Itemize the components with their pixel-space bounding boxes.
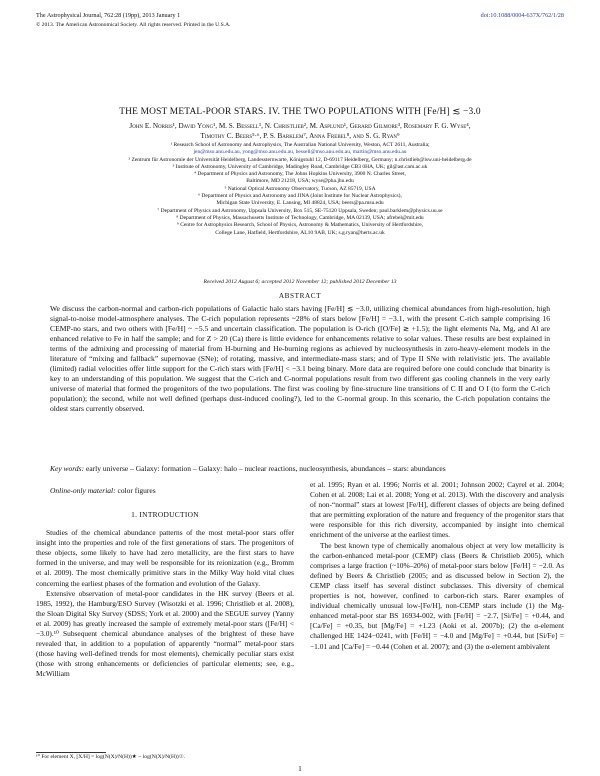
doi-link[interactable]: doi:10.1088/0004-637X/762/1/28 bbox=[480, 12, 564, 19]
author-line-1: John E. Norris¹, David Yong¹, M. S. Bessell¹, N. Christlieb², M. Asplund¹, Gerard Gilmore³, Rosemary F. G. Wyse⁴, bbox=[129, 122, 471, 130]
online-material-label: Online-only material: bbox=[50, 486, 116, 495]
affiliation-emails[interactable]: jen@mso.anu.edu.au, yong@mso.anu.edu.au, bessell@mso.anu.edu.au, martin@mso.anu.edu.au bbox=[193, 149, 407, 156]
affiliation-line: ⁷ Department of Physics and Astronomy, Uppsala University, Box 515, SE-75120 Uppsala, Sweden; paul.barklem@physics.uu.se bbox=[157, 207, 443, 214]
keywords bbox=[50, 464, 550, 474]
affiliation-line: ⁴ Department of Physics and Astronomy, The Johns Hopkins University, 3900 N. Charles Street, bbox=[194, 171, 406, 178]
affiliations bbox=[70, 142, 530, 237]
affiliation-line: ⁵ National Optical Astronomy Observatory, Tucson, AZ 85719, USA bbox=[224, 185, 376, 192]
affiliation-line: Baltimore, MD 21218, USA; wyse@pha.jhu.edu bbox=[246, 178, 354, 185]
affiliation-line: ⁸ Department of Physics, Massachusetts Institute of Technology, Cambridge, MA 02139, USA; afrebel@mit.edu bbox=[176, 214, 424, 221]
body-paragraph: Studies of the chemical abundance patterns of the most metal-poor stars offer insight into the properties and role of the first generations of stars. The progenitors of these objects, some likely to have had zero metallicity, are the first stars to have formed in the universe, and may well be responsible for its reionization (e.g., Bromm et al. 2009). The most chemically primitive stars in the Milky Way hold vital clues concerning the earliest phases of the formation and evolution of the Galaxy. bbox=[36, 528, 294, 588]
abstract-heading: ABSTRACT bbox=[278, 292, 322, 300]
body-paragraph: The best known type of chemically anomalous object at very low metallicity is the carbon-enhanced metal-poor (CEMP) class (Beers & Christlieb 2005), which comprises a large fraction (~10%–20%) of metal-poor stars below [Fe/H] = −2.0. As defined by Beers & Christlieb (2005; and as discussed below in Section 2), the CEMP class itself has several distinct subclasses. This diversity of chemical properties is not, however, confined to carbon-rich stars. Rarer examples of individual chemically unusual low-[Fe/H], non-CEMP stars include (1) the Mg-enhanced metal-poor star BS 16934-002, with [Fe/H] = −2.7, [Si/Fe] = +0.44, and [Ca/Fe] = +0.35, but [Mg/Fe] = +1.23 (Aoki et al. 2007b); (2) the α-element challenged HE 1424−0241, with [Fe/H] = −4.0 and [Mg/Fe] = +0.44, but [Si/Fe] = −1.01 and [Ca/Fe] = −0.44 (Cohen et al. 2007); and (3) the α-element ambivalent bbox=[310, 540, 564, 651]
footnote: ¹⁰ For element X, [X/H] = log(N(X)/N(H))★ − log(N(X)/N(H))☉. bbox=[36, 754, 186, 760]
affiliation-line: ¹ Research School of Astronomy and Astrophysics, The Australian National University, Weston, ACT 2611, Australia; bbox=[170, 142, 430, 148]
running-header: The Astrophysical Journal, 762:28 (19pp), 2013 January 1 bbox=[36, 12, 181, 19]
keywords-text: early universe – Galaxy: formation – Galaxy: halo – nuclear reactions, nucleosynthesis, abundances – stars: abundances bbox=[85, 464, 446, 473]
body-paragraph: et al. 1995; Ryan et al. 1996; Norris et al. 2001; Johnson 2002; Cayrel et al. 2004; Cohen et al. 2008; Lai et al. 2008; Yong et al. 2013). With the discovery and analysis of non-“normal” stars at lowest [Fe/H], different classes of objects are being defined that are permitting exploration of the nature and frequency of the progenitor stars that were responsible for this rich diversity, accompanied by insight into chemical enrichment of the universe at the earliest times. bbox=[310, 480, 564, 540]
copyright-notice: © 2013. The American Astronomical Society. All rights reserved. Printed in the U.S.A. bbox=[36, 22, 231, 28]
body-paragraph: Extensive observation of metal-poor candidates in the HK survey (Beers et al. 1985, 1992), the Hamburg/ESO Survey (Wisotzki et al. 1996; Christlieb et al. 2008), the Sloan Digital Sky Survey (SDSS; York et al. 2000) and the SEGUE survey (Yanny et al. 2009) has greatly increased the sample of extremely metal-poor stars ([Fe/H] < −3.0).¹⁰ Subsequent chemical abundance analyses of the brightest of these have revealed that, in addition to a population of apparently “normal” metal-poor stars (those having well-defined trends for most elements), chemically peculiar stars exist (those with strong enhancements or deficiencies of particular elements; see, e.g., McWilliam bbox=[36, 588, 294, 679]
author-line-2: Timothy C. Beers⁵·⁶, P. S. Barklem⁷, Anna Frebel⁸, and S. G. Ryan⁹ bbox=[200, 131, 400, 140]
keywords-label: Key words: bbox=[50, 464, 85, 473]
publication-dates: Received 2012 August 6; accepted 2012 November 12; published 2012 December 13 bbox=[203, 279, 397, 285]
paper-title: THE MOST METAL-POOR STARS. IV. THE TWO POPULATIONS WITH [Fe/H] ≲ −3.0 bbox=[119, 107, 481, 117]
abstract-body: We discuss the carbon-normal and carbon-rich populations of Galactic halo stars having [Fe/H] ≲ −3.0, utilizing chemical abundances from high-resolution, high signal-to-noise model-atmosphere analyses. The C-rich population represents ~28% of stars below [Fe/H] = −3.1, with the present C-rich sample comprising 16 CEMP-no stars, and two others with [Fe/H] ~ −5.5 and uncertain classification. The population is O-rich ([O/Fe] ≳ +1.5); the light elements Na, Mg, and Al are enhanced relative to Fe in half the sample; and for Z > 20 (Ca) there is little evidence for enhancements relative to solar values. These results are best explained in terms of the admixing and processing of material from H-burning and He-burning regions as achieved by nucleosynthesis in zero-heavy-element models in the literature of “mixing and fallback” supernovae (SNe); of rotating, massive, and intermediate-mass stars; and of Type II SNe with relativistic jets. The available (limited) radial velocities offer little support for the C-rich stars with [Fe/H] < −3.1 being binary. More data are required before one could conclude that binarity is key to an understanding of this population. We suggest that the C-rich and C-normal populations result from two different gas cooling channels in the very early universe of material that formed the progenitors of the two populations. The first was cooling by fine-structure line transitions of C II and O I (to form the C-rich population); the second, while not well defined (perhaps dust-induced cooling?), led to the C-normal group. In this scenario, the C-rich population contains the oldest stars currently observed. bbox=[50, 304, 550, 414]
affiliation-line: Michigan State University, E. Lansing, MI 48824, USA; beers@pa.msu.edu bbox=[216, 200, 384, 207]
left-column bbox=[36, 510, 294, 680]
footnote-rule bbox=[36, 752, 106, 753]
online-material-text: color figures bbox=[117, 486, 156, 495]
right-column bbox=[310, 480, 564, 652]
affiliation-line: ⁶ Department of Physics and Astronomy and JINA (Joint Institute for Nuclear Astrophysics), bbox=[198, 193, 402, 200]
page-number: 1 bbox=[298, 764, 302, 773]
author-list bbox=[50, 122, 550, 141]
affiliation-line: College Lane, Hatfield, Hertfordshire, AL10 9AB, UK; s.g.ryan@herts.ac.uk bbox=[215, 229, 385, 236]
affiliation-line: ³ Institute of Astronomy, University of Cambridge, Madingley Road, Cambridge CB3 0HA, UK; gil@ast.cam.ac.uk bbox=[172, 163, 428, 170]
affiliation-line: ² Zentrum für Astronomie der Universität Heidelberg, Landessternwarte, Königstuhl 12, D-69117 Heidelberg, Germany; n.christlieb@lsw.uni-heidelberg.de bbox=[128, 156, 472, 163]
section-heading-introduction: 1. INTRODUCTION bbox=[131, 510, 199, 519]
affiliation-line: ⁹ Centre for Astrophysics Research, School of Physics, Astronomy & Mathematics, University of Hertfordshire, bbox=[176, 222, 424, 229]
